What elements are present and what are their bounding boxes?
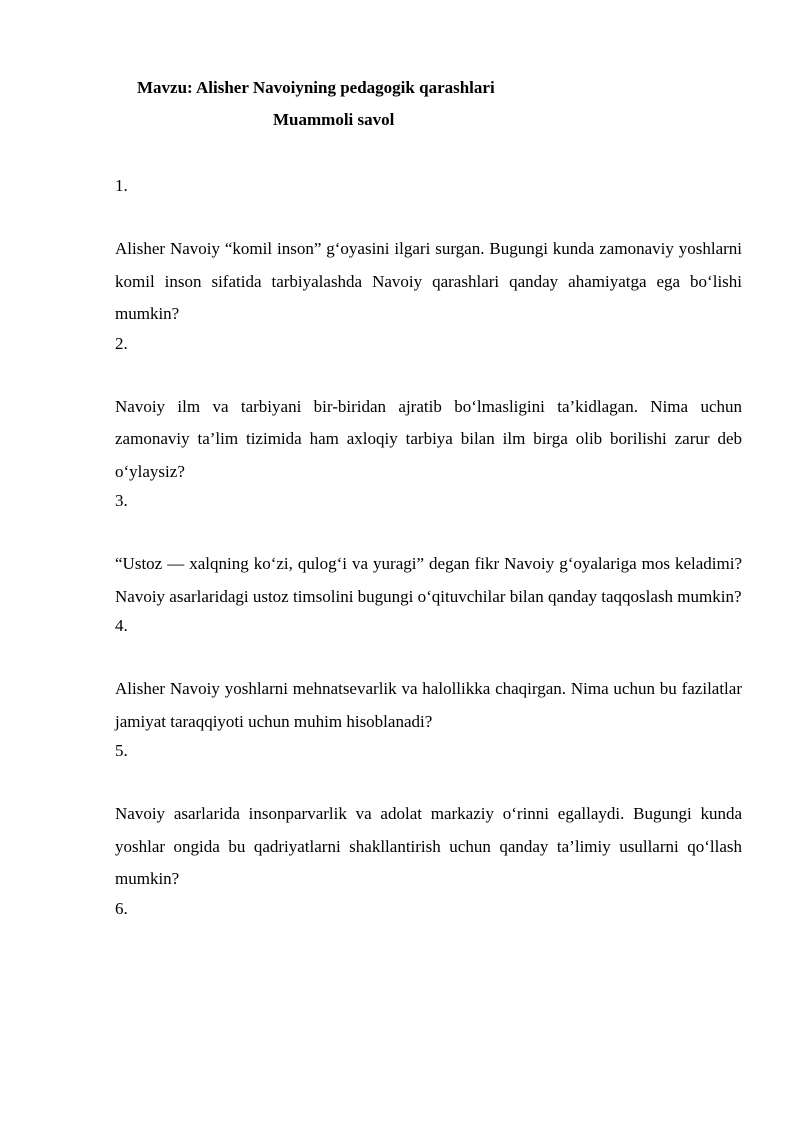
question-item (115, 738, 742, 896)
question-number: 4. (115, 616, 128, 635)
question-text: “Ustoz — xalqning ko‘zi, qulog‘i va yuragi” degan fikr Navoiy g‘oyalariga mos keladimi? Navoiy asarlaridagi ustoz timsolini bugungi o‘qituvchilar bilan qanday taqqoslash mumkin? (115, 554, 742, 606)
question-item (115, 613, 742, 738)
question-number: 1. (115, 176, 128, 195)
question-number: 2. (115, 333, 128, 353)
question-text: Alisher Navoiy yoshlarni mehnatsevarlik va halollikka chaqirgan. Nima uchun bu fazilatlar jamiyat taraqqiyoti uchun muhim hisoblanadi? (115, 679, 742, 731)
question-number: 6. (115, 898, 128, 918)
question-text: Navoiy asarlarida insonparvarlik va adolat markaziy o‘rinni egallaydi. Bugungi kunda yoshlar ongida bu qadriyatlarni shakllantirish uchun qanday ta’limiy usullarni qo‘llash mumkin? (115, 804, 742, 888)
page-subtitle: Muammoli savol (273, 110, 395, 129)
question-list (115, 173, 742, 922)
question-text: Alisher Navoiy “komil inson” g‘oyasini ilgari surgan. Bugungi kunda zamonaviy yoshlarni komil inson sifatida tarbiyalashda Navoiy qarashlari qanday ahamiyatga ega bo‘lishi mumkin? (115, 239, 742, 323)
question-item (115, 331, 742, 489)
question-item (115, 173, 742, 331)
page-title: Mavzu: Alisher Navoiyning pedagogik qarashlari (137, 78, 495, 97)
question-item (115, 488, 742, 613)
question-number: 5. (115, 741, 128, 760)
question-number: 3. (115, 491, 128, 510)
question-text: Navoiy ilm va tarbiyani bir-biridan ajratib bo‘lmasligini ta’kidlagan. Nima uchun zamonaviy ta’lim tizimida ham axloqiy tarbiya bilan ilm birga olib borilishi zarur deb o‘ylaysiz? (115, 396, 742, 481)
